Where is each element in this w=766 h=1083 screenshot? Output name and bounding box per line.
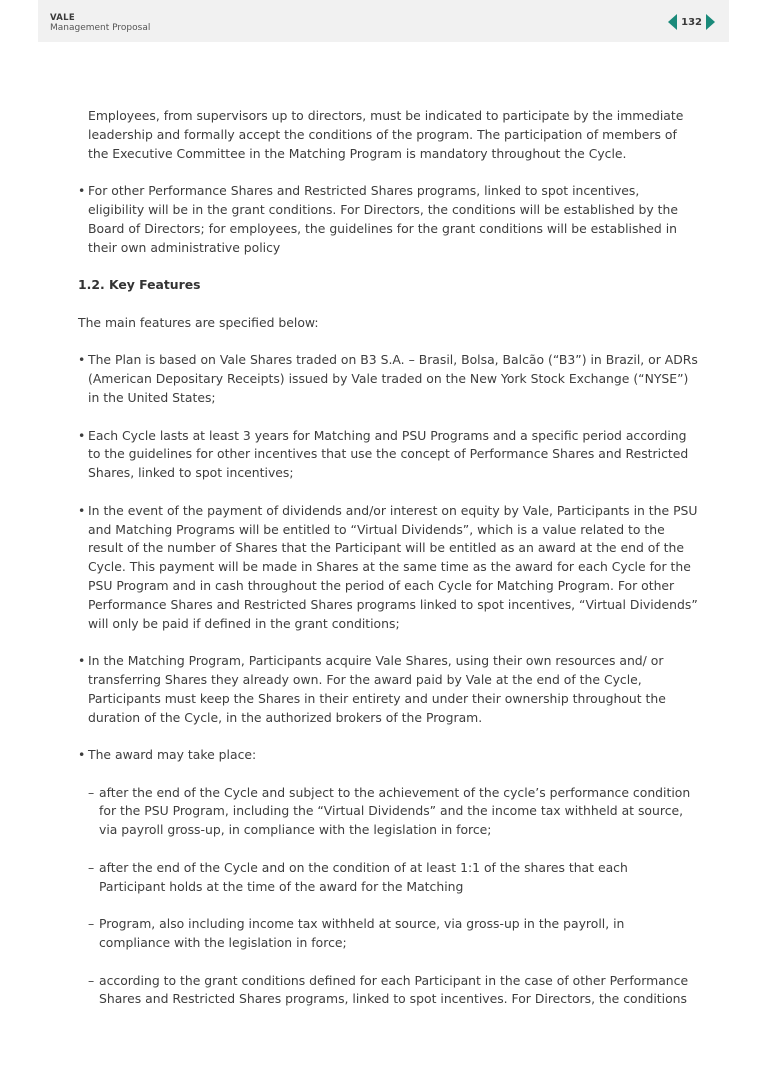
- sub-list-item: [78, 915, 698, 953]
- list-item-text: In the event of the payment of dividends and/or interest on equity by Vale, Participants in the PSU and Matching Programs will be entitled to “Virtual Dividends”, which is a value related to the result of the number of Shares that the Participant will be entitled as an award at the end of the Cycle. This payment will be made in Shares at the same time as the award for each Cycle for the PSU Program and in cash throughout the period of each Cycle for Matching Program. For other Performance Shares and Restricted Shares programs linked to spot incentives, “Virtual Dividends” will only be paid if defined in the grant conditions;: [88, 502, 698, 631]
- sub-list-item: [78, 859, 698, 897]
- brand-name: VALE: [50, 13, 76, 23]
- section-intro: The main features are specified below:: [78, 314, 319, 330]
- bullet-icon: •: [78, 747, 86, 763]
- list-item: [78, 427, 698, 483]
- dash-icon: –: [88, 972, 95, 988]
- dash-icon: –: [88, 916, 95, 932]
- previous-page-icon[interactable]: [668, 14, 677, 30]
- dash-icon: –: [88, 859, 95, 875]
- sub-list-item-text: Program, also including income tax withheld at source, via gross-up in the payroll, in compliance with the legislation in force;: [99, 916, 625, 951]
- list-item: [78, 182, 698, 257]
- page-navigator: [668, 14, 715, 30]
- bullet-icon: •: [78, 653, 86, 669]
- sub-list-item-text: according to the grant conditions defined for each Participant in the case of other Performance Shares and Restricted Shares programs, linked to spot incentives. For Directors, the conditions: [99, 972, 689, 1007]
- sub-list-item: [78, 784, 698, 840]
- section-heading: 1.2. Key Features: [78, 277, 201, 293]
- list-item: [78, 502, 698, 634]
- sub-list-item-text: after the end of the Cycle and subject to the achievement of the cycle’s performance condition for the PSU Program, including the “Virtual Dividends” and the income tax withheld at source, via payroll gross-up, in compliance with the legislation in force;: [99, 784, 691, 838]
- sub-list-item: [78, 972, 698, 1010]
- intro-paragraph: Employees, from supervisors up to directors, must be indicated to participate by the immediate leadership and formally accept the conditions of the program. The participation of members of the Executive Committee in the Matching Program is mandatory throughout the Cycle.: [88, 108, 684, 161]
- sub-list-item-text: after the end of the Cycle and on the condition of at least 1:1 of the shares that each Participant holds at the time of the award for the Matching: [99, 859, 628, 894]
- page-header: [38, 0, 729, 42]
- bullet-icon: •: [78, 427, 86, 443]
- list-item-text: The Plan is based on Vale Shares traded on B3 S.A. – Brasil, Bolsa, Balcão (“B3”) in Brazil, or ADRs (American Depositary Receipts) issued by Vale traded on the New York Stock Exchange (“NYSE”) in the United States;: [88, 352, 698, 405]
- bullet-icon: •: [78, 352, 86, 368]
- dash-icon: –: [88, 784, 95, 800]
- page-number: 132: [681, 16, 702, 28]
- bullet-icon: •: [78, 502, 86, 518]
- list-item-text: Each Cycle lasts at least 3 years for Matching and PSU Programs and a specific period according to the guidelines for other incentives that use the concept of Performance Shares and Restricted Shares, linked to spot incentives;: [88, 427, 689, 481]
- bullet-icon: •: [78, 183, 86, 199]
- list-item-text: In the Matching Program, Participants acquire Vale Shares, using their own resources and/ or transferring Shares they already own. For the award paid by Vale at the end of the Cycle, Participants must keep the Shares in their entirety and under their ownership throughout the duration of the Cycle, in the authorized brokers of the Program.: [88, 653, 666, 725]
- next-page-icon[interactable]: [706, 14, 715, 30]
- document-title: Management Proposal: [50, 23, 151, 33]
- list-item: [78, 351, 698, 407]
- list-item-text: For other Performance Shares and Restricted Shares programs, linked to spot incentives, eligibility will be in the grant conditions. For Directors, the conditions will be established by the Board of Directors; for employees, the guidelines for the grant conditions will be established in their own administrative policy: [88, 183, 678, 255]
- list-item-text: The award may take place:: [88, 747, 257, 763]
- document-body: [78, 107, 698, 1009]
- list-item: [78, 652, 698, 727]
- list-item: [78, 746, 698, 765]
